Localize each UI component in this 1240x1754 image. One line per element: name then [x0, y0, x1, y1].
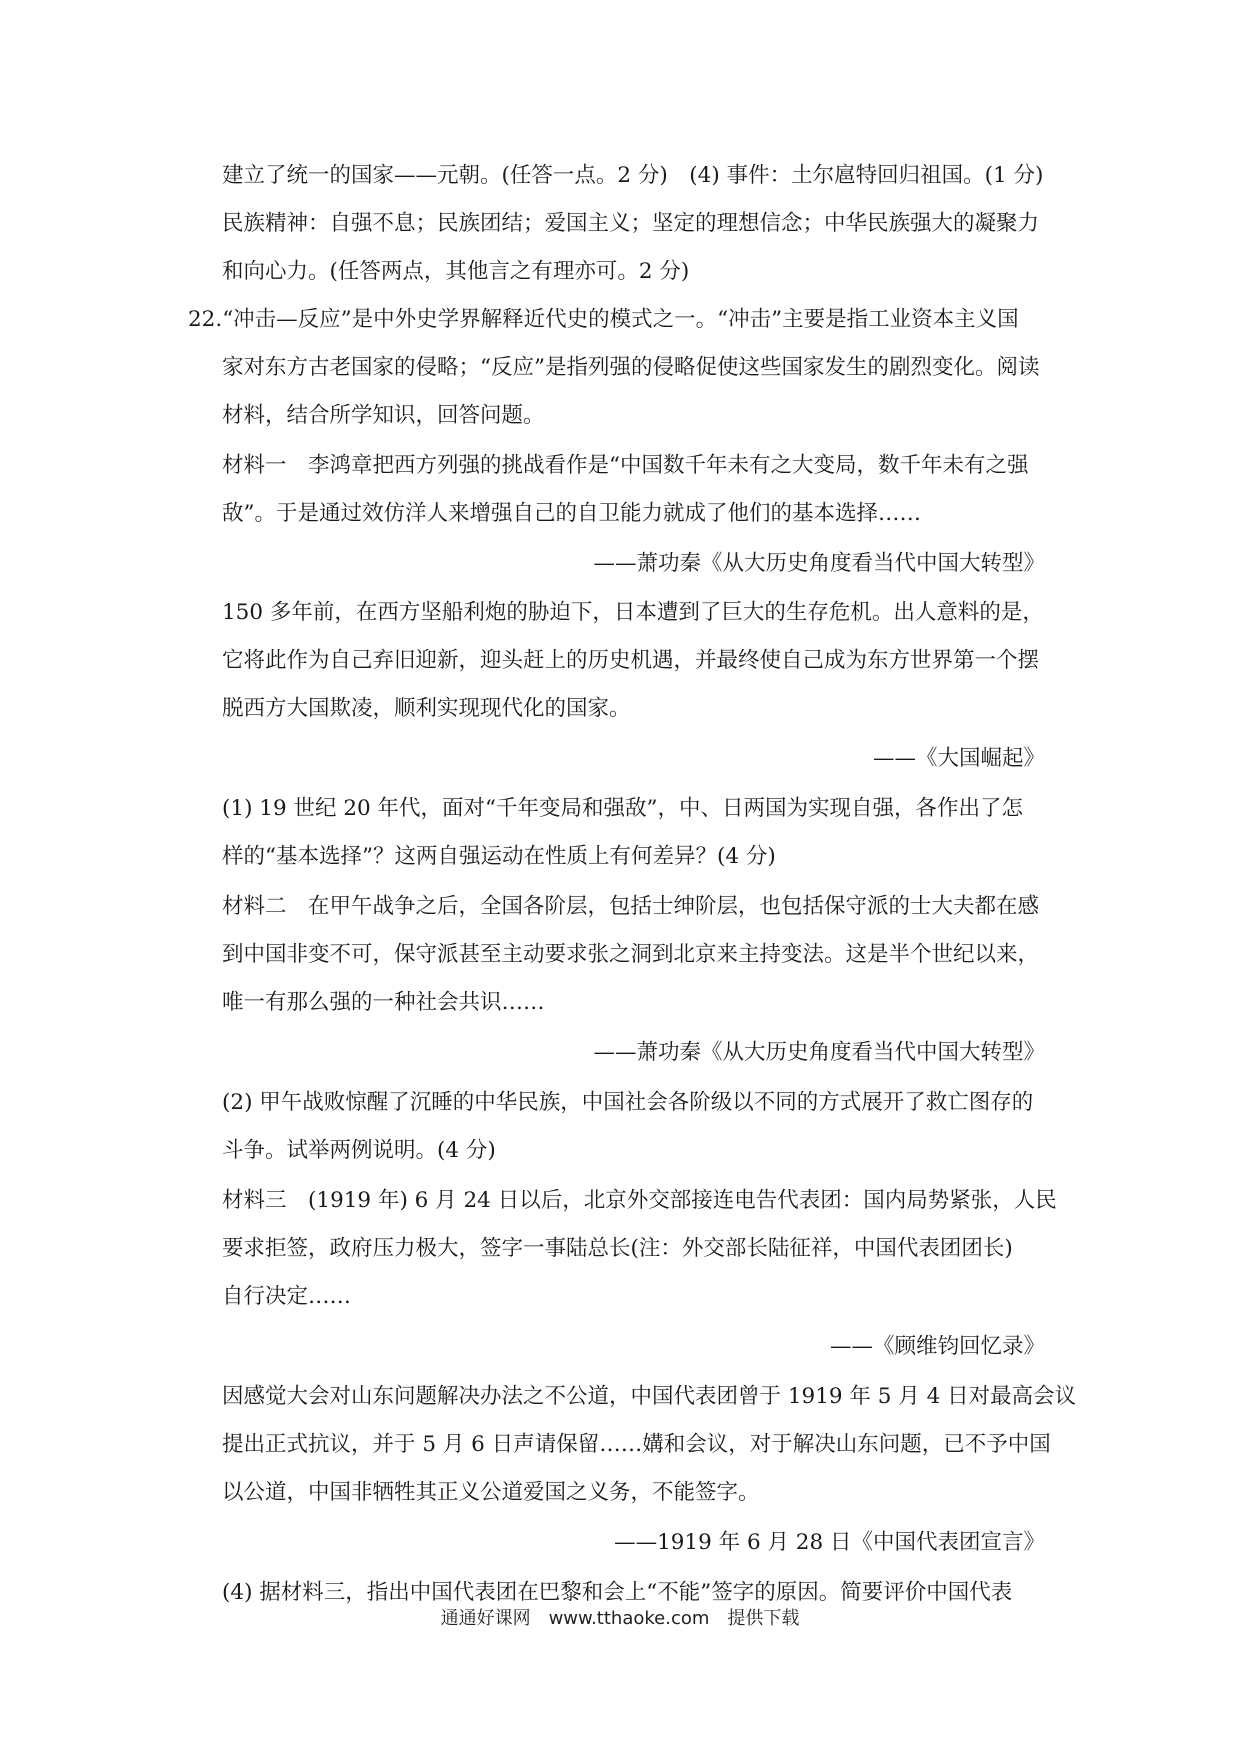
text-line: 提出正式抗议，并于 5 月 6 日声请保留……媾和会议，对于解决山东问题，已不予中国 — [222, 1432, 1051, 1457]
sub-question-4: (4) 据材料三，指出中国代表团在巴黎和会上“不能”签字的原因。简要评价中国代表 — [222, 1580, 1013, 1605]
text-line: 敌”。于是通过效仿洋人来增强自己的自卫能力就成了他们的基本选择…… — [222, 501, 921, 526]
sub-question-1: (1) 19 世纪 20 年代，面对“千年变局和强敌”，中、日两国为实现自强，各作出了怎 — [222, 796, 1023, 821]
text-line: 以公道，中国非牺牲其正义公道爱国之义务，不能签字。 — [222, 1480, 760, 1505]
text-line: 它将此作为自己弃旧迎新，迎头赶上的历史机遇，并最终使自己成为东方世界第一个摆 — [222, 648, 1040, 673]
text-line: 建立了统一的国家——元朝。(任答一点。2 分) (4) 事件：土尔扈特回归祖国。(1 分) — [222, 163, 1044, 188]
material-3-line: 材料三 (1919 年) 6 月 24 日以后，北京外交部接连电告代表团：国内局势紧张，人民 — [222, 1188, 1057, 1213]
text-line: 自行决定…… — [222, 1284, 352, 1309]
text-line: 因感觉大会对山东问题解决办法之不公道，中国代表团曾于 1919 年 5 月 4 日对最高会议 — [222, 1384, 1077, 1409]
text-line: 150 多年前，在西方坚船利炮的胁迫下，日本遭到了巨大的生存危机。出人意料的是， — [222, 600, 1044, 625]
text-line: 民族精神：自强不息；民族团结；爱国主义；坚定的理想信念；中华民族强大的凝聚力 — [222, 211, 1040, 236]
text-line: 斗争。试举两例说明。(4 分) — [222, 1138, 496, 1163]
text-line: 要求拒签，政府压力极大，签字一事陆总长(注：外交部长陆征祥，中国代表团团长) — [222, 1236, 1013, 1261]
citation: ——1919 年 6 月 28 日《中国代表团宣言》 — [614, 1530, 1045, 1555]
question-22-line: 22.“冲击—反应”是中外史学界解释近代史的模式之一。“冲击”主要是指工业资本主义国 — [188, 307, 1019, 332]
material-2-line: 材料二 在甲午战争之后，全国各阶层，包括士绅阶层，也包括保守派的士大夫都在感 — [222, 894, 1040, 919]
text-line: 脱西方大国欺凌，顺利实现现代化的国家。 — [222, 696, 631, 721]
text-line: 材料，结合所学知识，回答问题。 — [222, 403, 545, 428]
material-1-line: 材料一 李鸿章把西方列强的挑战看作是“中国数千年未有之大变局，数千年未有之强 — [222, 453, 1029, 478]
citation: ——《顾维钧回忆录》 — [829, 1334, 1045, 1359]
citation: ——萧功秦《从大历史角度看当代中国大转型》 — [593, 1040, 1045, 1065]
text-line: 唯一有那么强的一种社会共识…… — [222, 990, 545, 1015]
text-line: 家对东方古老国家的侵略；“反应”是指列强的侵略促使这些国家发生的剧烈变化。阅读 — [222, 355, 1040, 380]
citation: ——《大国崛起》 — [872, 746, 1045, 771]
text-line: 样的“基本选择”？这两自强运动在性质上有何差异？(4 分) — [222, 844, 776, 869]
page-footer: 通通好课网 www.tthaoke.com 提供下载 — [440, 1608, 800, 1629]
text-line: 和向心力。(任答两点，其他言之有理亦可。2 分) — [222, 259, 690, 284]
sub-question-2: (2) 甲午战败惊醒了沉睡的中华民族，中国社会各阶级以不同的方式展开了救亡图存的 — [222, 1090, 1034, 1115]
citation: ——萧功秦《从大历史角度看当代中国大转型》 — [593, 551, 1045, 576]
text-line: 到中国非变不可，保守派甚至主动要求张之洞到北京来主持变法。这是半个世纪以来， — [222, 942, 1040, 967]
